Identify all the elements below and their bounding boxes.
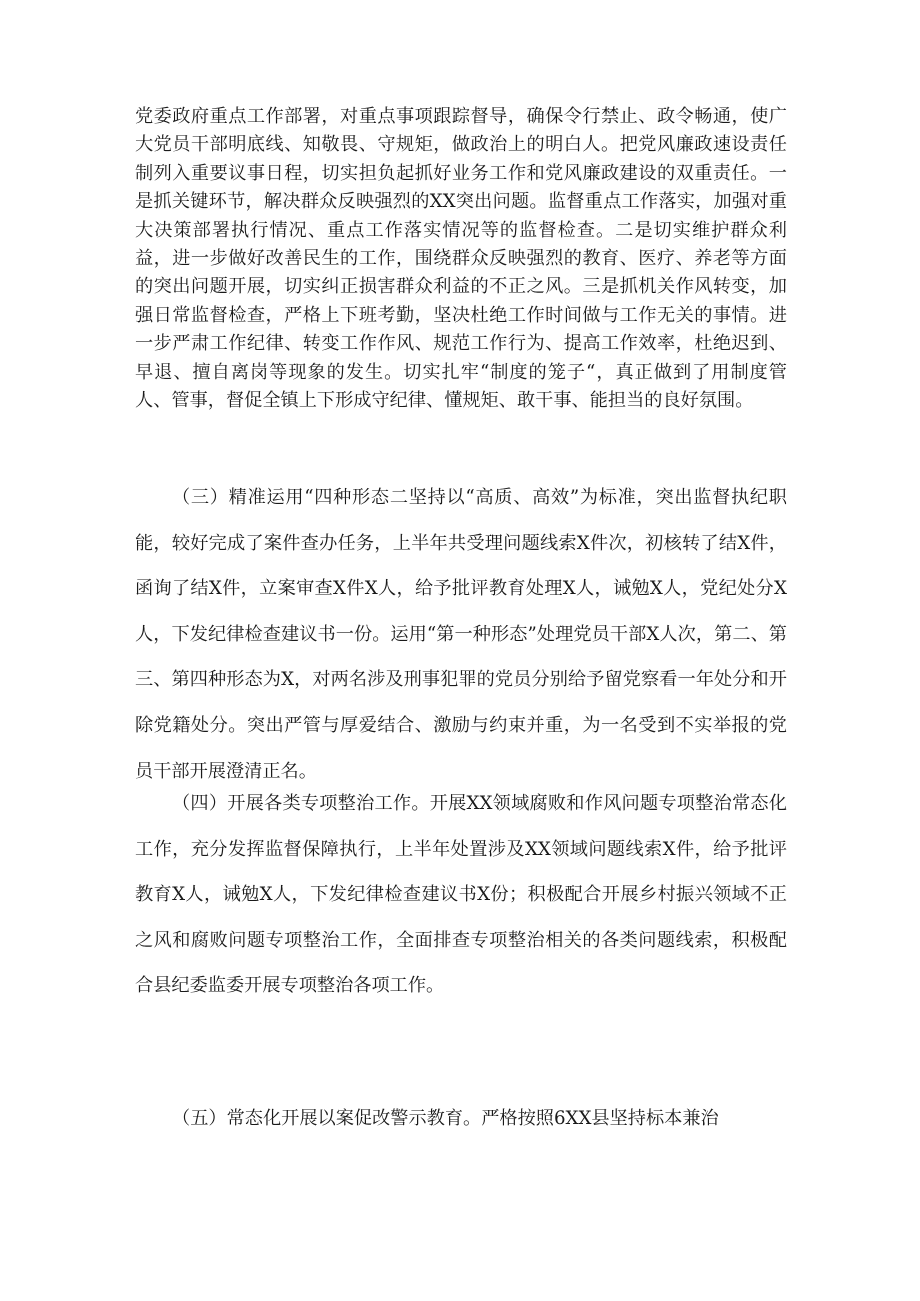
paragraph-special-rectification: （四）开展各类专项整治工作。开展XX领域腐败和作风问题专项整治常态化工作，充分发挥监督保障执行，上半年处置涉及XX领域问题线索X件，给予批评教育X人，诫勉X人，下发纪律检查建议书X份；积极配合开展乡村振兴领域不正之风和腐败问题专项整治工作，全面排查专项整治相关的各类问题线索，积极配合县纪委监委开展专项整治各项工作。	[135, 793, 787, 997]
paragraph-work-deployment: 党委政府重点工作部署，对重点事项跟踪督导，确保令行禁止、政令畅通，使广大党员干部明底线、知敬畏、守规矩，做政治上的明白人。把党风廉政速设责任制列入重要议事日程，切实担负起抓好业务工作和党风廉政建设的双重责任。一是抓关键环节，解决群众反映强烈的XX突出问题。监督重点工作落实，加强对重大决策部署执行情况、重点工作落实情况等的监督检查。二是切实维护群众利益，进一步做好改善民生的工作，围绕群众反映强烈的教育、医疗、养老等方面的突出问题开展，切实纠正损害群众利益的不正之风。三是抓机关作风转变，加强日常监督检查，严格上下班考勤，坚决杜绝工作时间做与工作无关的事情。进一步严肃工作纪律、转变工作作风、规范工作行为、提高工作效率，杜绝迟到、早退、擅自离岗等现象的发生。切实扎牢“制度的笼子“，真正做到了用制度管人、管事，督促全镇上下形成守纪律、懂规矩、敢干事、能担当的良好氛围。	[135, 106, 787, 412]
paragraph-four-forms: （三）精准运用“四种形态二坚持以“高质、高效”为标准，突出监督执纪职能，较好完成了案件查办任务，上半年共受理问题线索X件次，初核转了结X件，函询了结X件，立案审查X件X人，给予批评教育处理X人，诫勉X人，党纪处分X人，下发纪律检查建议书一份。运用“第一种形态”处理党员干部X人次，第二、第三、第四种形态为X，对两名涉及刑事犯罪的党员分别给予留党察看一年处分和开除党籍处分。突出严管与厚爱结合、激励与约束并重，为一名受到不实举报的党员干部开展澄清正名。	[135, 487, 787, 782]
paragraph-warning-education: （五）常态化开展以案促改警示教育。严格按照6XX县坚持标本兼治	[172, 1108, 719, 1129]
